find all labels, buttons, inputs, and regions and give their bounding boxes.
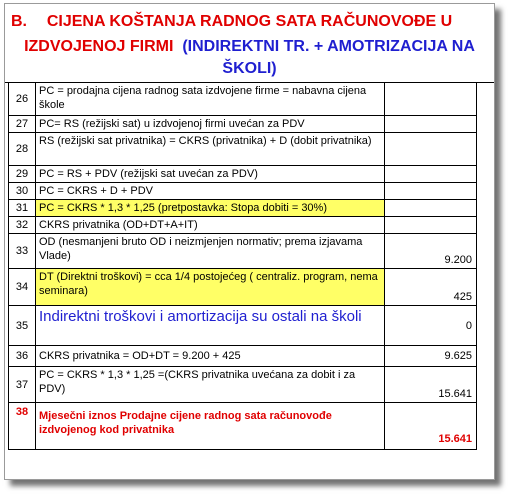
table-row — [9, 306, 477, 346]
table-row — [9, 183, 477, 200]
row-number: 32 — [9, 217, 36, 234]
table-row — [9, 200, 477, 217]
table-row — [9, 133, 477, 166]
row-text: PC = CKRS + D + PDV — [36, 183, 385, 200]
table-row — [9, 83, 477, 116]
table-row — [9, 234, 477, 269]
row-value: 425 — [385, 269, 477, 306]
row-number: 33 — [9, 234, 36, 269]
row-value — [385, 83, 477, 116]
row-text: Mjesečni iznos Prodajne cijene radnog sata računovođe izdvojenog kod privatnika — [36, 403, 385, 450]
row-text: PC = CKRS * 1,3 * 1,25 (pretpostavka: Stopa dobiti = 30%) — [36, 200, 385, 217]
row-number: 36 — [9, 346, 36, 367]
row-value — [385, 116, 477, 133]
row-text: PC = RS + PDV (režijski sat uvećan za PDV) — [36, 166, 385, 183]
row-value — [385, 217, 477, 234]
row-number: 35 — [9, 306, 36, 346]
row-value: 0 — [385, 306, 477, 346]
table-row — [9, 346, 477, 367]
row-number: 38 — [9, 403, 36, 450]
row-number: 28 — [9, 133, 36, 166]
row-number: 26 — [9, 83, 36, 116]
row-value — [385, 200, 477, 217]
table-row — [9, 166, 477, 183]
row-text: CKRS privatnika = OD+DT = 9.200 + 425 — [36, 346, 385, 367]
row-text: PC= RS (režijski sat) u izdvojenoj firmi uvećan za PDV — [36, 116, 385, 133]
title-block — [5, 4, 494, 83]
row-value: 15.641 — [385, 403, 477, 450]
calculation-table — [8, 82, 477, 450]
row-number: 31 — [9, 200, 36, 217]
row-text: OD (nesmanjeni bruto OD i neizmjenjen normativ; prema izjavama Vlade) — [36, 234, 385, 269]
table-row — [9, 269, 477, 306]
row-text: Indirektni troškovi i amortizacija su ostali na školi — [36, 306, 385, 346]
row-text: PC = CKRS * 1,3 * 1,25 =(CKRS privatnika uvećana za dobit i za PDV) — [36, 367, 385, 403]
title-line-3: ŠKOLI) — [222, 60, 277, 77]
table-row — [9, 367, 477, 403]
row-number: 29 — [9, 166, 36, 183]
title-line-2-red: IZDVOJENOJ FIRMI — [24, 38, 174, 55]
row-text: DT (Direktni troškovi) = cca 1/4 postojećeg ( centraliz. program, nema seminara) — [36, 269, 385, 306]
title-line-1: CIJENA KOŠTANJA RADNOG SATA RAČUNOVOĐE U — [46, 13, 453, 30]
row-number: 37 — [9, 367, 36, 403]
table-row — [9, 403, 477, 450]
row-text: RS (režijski sat privatnika) = CKRS (privatnika) + D (dobit privatnika) — [36, 133, 385, 166]
row-text: PC = prodajna cijena radnog sata izdvojene firme = nabavna cijena škole — [36, 83, 385, 116]
row-value: 15.641 — [385, 367, 477, 403]
table-row — [9, 116, 477, 133]
row-value — [385, 183, 477, 200]
table-row — [9, 217, 477, 234]
row-number: 34 — [9, 269, 36, 306]
row-number: 30 — [9, 183, 36, 200]
title-line-2 — [5, 38, 494, 56]
row-text: CKRS privatnika (OD+DT+A+IT) — [36, 217, 385, 234]
row-value: 9.200 — [385, 234, 477, 269]
row-value: 9.625 — [385, 346, 477, 367]
section-label: B. — [11, 13, 27, 30]
row-number: 27 — [9, 116, 36, 133]
row-value — [385, 166, 477, 183]
title-line-2-blue: (INDIREKTNI TR. + AMOTRIZACIJA NA — [182, 38, 475, 55]
row-value — [385, 133, 477, 166]
